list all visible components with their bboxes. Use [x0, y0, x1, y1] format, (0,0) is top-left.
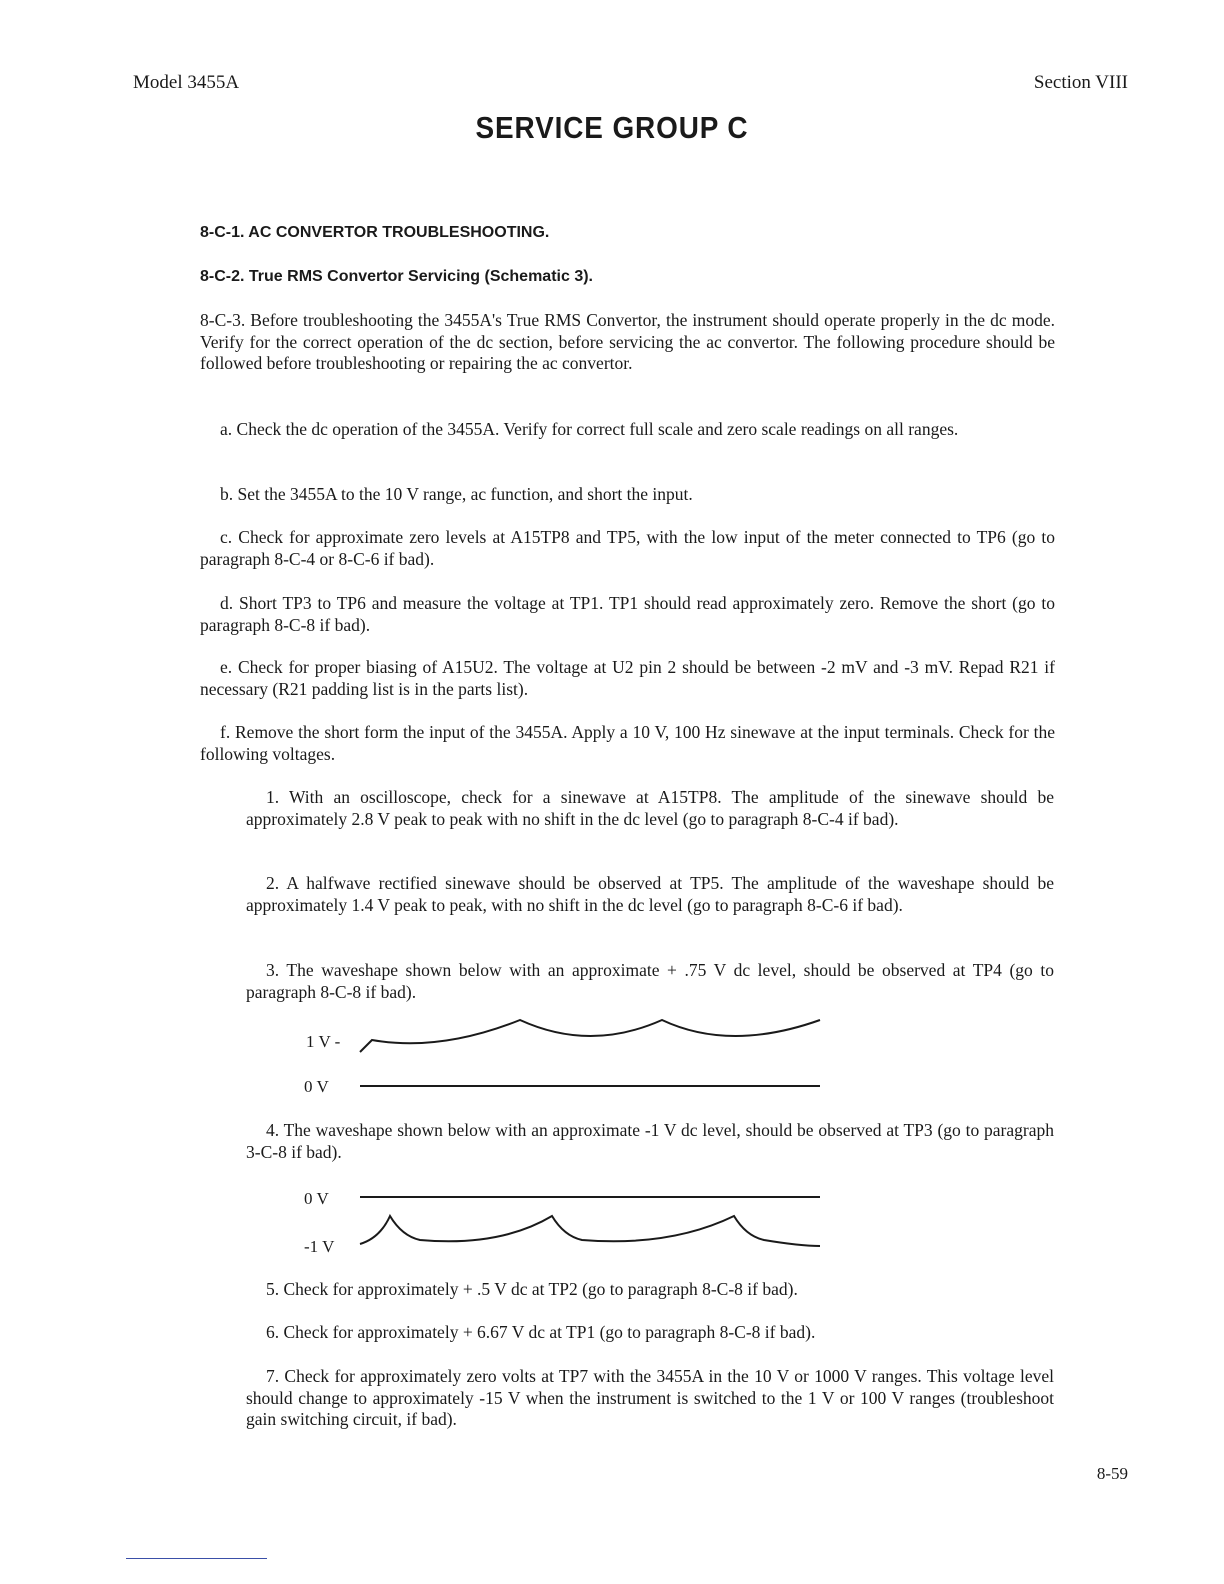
wave2-top-label: 0 V	[304, 1189, 329, 1208]
footer-line	[126, 1558, 267, 1559]
wave2-trace	[360, 1216, 820, 1246]
step-d: d. Short TP3 to TP6 and measure the voltage at TP1. TP1 should read approximately zero. Remove the short (go to paragraph 8-C-8 if bad).	[200, 593, 1055, 635]
wave1-bottom-label: 0 V	[304, 1077, 329, 1096]
page-number: 8-59	[1096, 1464, 1128, 1483]
substep-2: 2. A halfwave rectified sinewave should be observed at TP5. The amplitude of the waveshape should be approximately 1.4 V peak to peak, with no shift in the dc level (go to paragraph 8-C-6 if bad).	[246, 873, 1054, 915]
wave2-bottom-label: -1 V	[304, 1237, 335, 1256]
substep-3: 3. The waveshape shown below with an approximate + .75 V dc level, should be observed at TP4 (go to paragraph 8-C-8 if bad).	[246, 960, 1054, 1002]
intro-paragraph: 8-C-3. Before troubleshooting the 3455A's True RMS Convertor, the instrument should operate properly in the dc mode. Verify for the correct operation of the dc section, before servicing the ac convertor. The following procedure should be followed before troubleshooting or repairing the ac convertor.	[200, 310, 1055, 373]
waveform-tp4	[290, 1018, 850, 1108]
wave1-trace	[360, 1020, 820, 1052]
step-b: b. Set the 3455A to the 10 V range, ac function, and short the input.	[220, 484, 693, 504]
substep-6: 6. Check for approximately + 6.67 V dc at TP1 (go to paragraph 8-C-8 if bad).	[266, 1322, 816, 1342]
heading-true-rms: 8-C-2. True RMS Convertor Servicing (Schematic 3).	[200, 268, 593, 285]
substep-4: 4. The waveshape shown below with an approximate -1 V dc level, should be observed at TP3 (go to paragraph 3-C-8 if bad).	[246, 1120, 1054, 1162]
step-f: f. Remove the short form the input of the 3455A. Apply a 10 V, 100 Hz sinewave at the input terminals. Check for the following voltages.	[200, 722, 1055, 764]
model-header: Model 3455A	[133, 72, 240, 93]
step-a: a. Check the dc operation of the 3455A. Verify for correct full scale and zero scale readings on all ranges.	[220, 419, 959, 439]
substep-1: 1. With an oscilloscope, check for a sinewave at A15TP8. The amplitude of the sinewave should be approximately 2.8 V peak to peak with no shift in the dc level (go to paragraph 8-C-4 if bad).	[246, 787, 1054, 829]
heading-ac-convertor: 8-C-1. AC CONVERTOR TROUBLESHOOTING.	[200, 224, 550, 241]
substep-5: 5. Check for approximately + .5 V dc at TP2 (go to paragraph 8-C-8 if bad).	[266, 1279, 798, 1299]
step-c: c. Check for approximate zero levels at A15TP8 and TP5, with the low input of the meter connected to TP6 (go to paragraph 8-C-4 or 8-C-6 if bad).	[200, 527, 1055, 569]
step-e: e. Check for proper biasing of A15U2. The voltage at U2 pin 2 should be between -2 mV and -3 mV. Repad R21 if necessary (R21 padding list is in the parts list).	[200, 657, 1055, 699]
section-header: Section VIII	[1033, 72, 1128, 93]
waveform-tp3	[290, 1180, 850, 1270]
page-title: SERVICE GROUP C	[475, 110, 749, 145]
wave1-top-label: 1 V -	[306, 1032, 341, 1051]
substep-7: 7. Check for approximately zero volts at TP7 with the 3455A in the 10 V or 1000 V ranges. This voltage level should change to approximately -15 V when the instrument is switched to the 1 V or 100 V ranges (troubleshoot gain switching circuit, if bad).	[246, 1366, 1054, 1429]
